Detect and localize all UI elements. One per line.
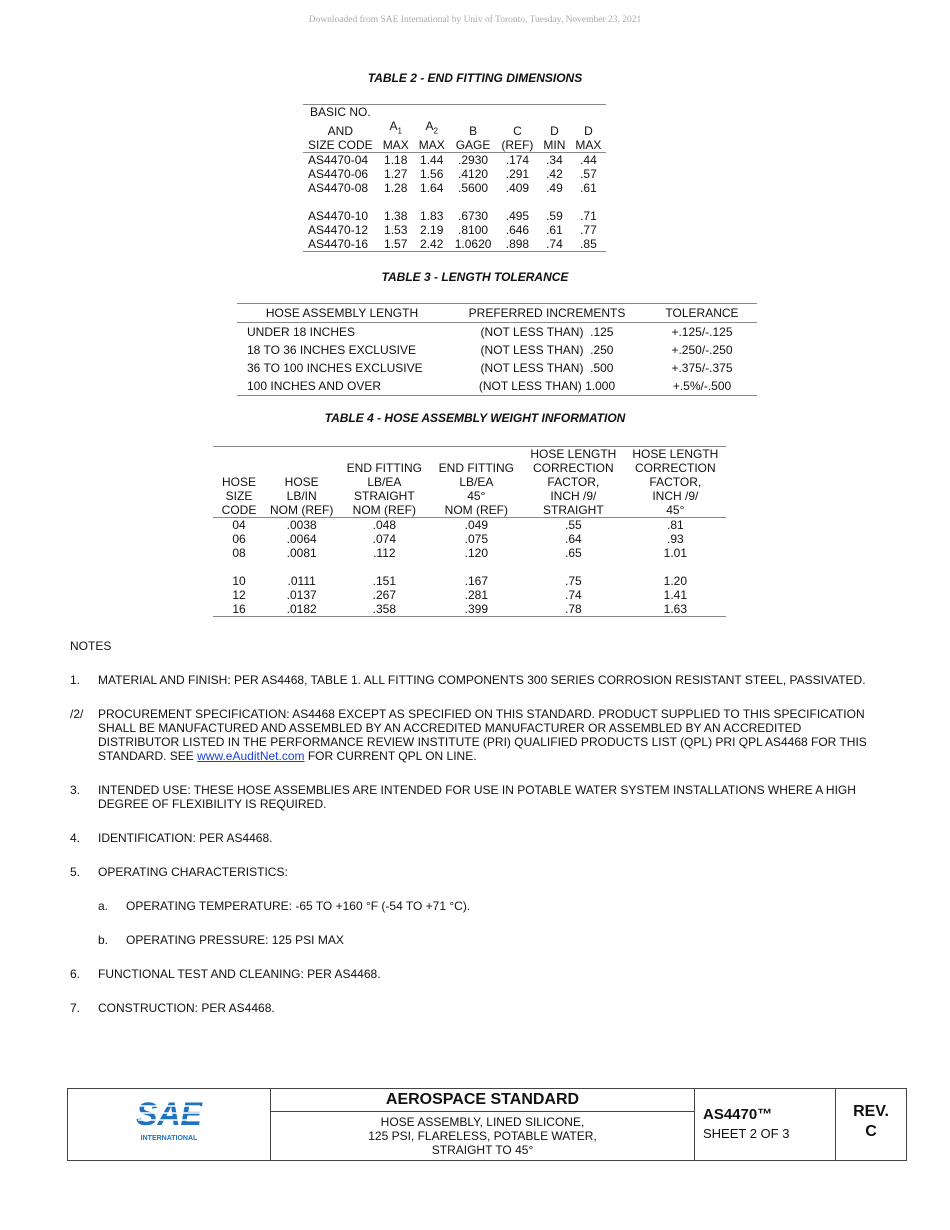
table-cell: .81 bbox=[666, 518, 684, 532]
table-cell: 04 bbox=[232, 518, 246, 532]
table-row bbox=[213, 546, 726, 560]
table-header-cell bbox=[213, 461, 265, 475]
table-header-cell: CORRECTION bbox=[634, 461, 716, 475]
table-cell: .048 bbox=[372, 518, 396, 532]
table-row bbox=[303, 237, 606, 252]
table-cell: .2930 bbox=[458, 153, 489, 168]
table-cell: .74 bbox=[538, 237, 570, 252]
table-header-cell: MAX bbox=[414, 138, 450, 153]
table-cell: .075 bbox=[464, 532, 488, 546]
table-header-cell: FACTOR, bbox=[649, 475, 702, 489]
table-header-cell: HOSE LENGTH bbox=[624, 447, 726, 462]
table-cell: 1.0620 bbox=[450, 237, 497, 252]
table-cell: .0111 bbox=[287, 574, 316, 588]
note-text: FUNCTIONAL TEST AND CLEANING: PER AS4468. bbox=[98, 967, 381, 981]
description-line: HOSE ASSEMBLY, LINED SILICONE, bbox=[380, 1115, 585, 1129]
note-1 bbox=[70, 673, 870, 687]
table-header-row bbox=[303, 105, 606, 120]
table-header-cell: $A_2$ bbox=[425, 119, 438, 136]
table-header-cell: CORRECTION bbox=[532, 461, 614, 475]
table-cell: .8100 bbox=[458, 223, 489, 238]
table-header-row bbox=[213, 503, 726, 518]
note-text: OPERATING TEMPERATURE: -65 TO +160 °F (-54 TO +71 °C). bbox=[126, 899, 471, 913]
table-cell: 36 TO 100 INCHES EXCLUSIVE bbox=[247, 361, 423, 375]
note-text: INTENDED USE: THESE HOSE ASSEMBLIES ARE INTENDED FOR USE IN POTABLE WATER SYSTEM INSTALLATIONS WHERE A HIGH DEGREE OF FLEXIBILITY IS REQUIRED. bbox=[98, 783, 856, 811]
table-header-cell bbox=[414, 105, 450, 120]
table-row bbox=[213, 574, 726, 588]
sae-logo-cell bbox=[68, 1089, 271, 1160]
table-header-cell: END FITTING bbox=[346, 461, 422, 475]
table-cell: .495 bbox=[505, 209, 530, 224]
table-cell: .77 bbox=[580, 223, 597, 238]
table-row bbox=[237, 377, 757, 396]
table-cell: +.125/-.125 bbox=[671, 325, 733, 339]
table-cell: .5600 bbox=[458, 181, 489, 196]
table-header-cell: STRAIGHT bbox=[522, 503, 624, 518]
table-spacer-row bbox=[213, 560, 726, 574]
standard-description bbox=[271, 1112, 694, 1157]
table-cell: .49 bbox=[546, 181, 563, 196]
note-number: 5. bbox=[70, 865, 81, 879]
table-cell: .75 bbox=[564, 574, 582, 588]
table-cell: .34 bbox=[546, 153, 563, 168]
table-cell: .112 bbox=[373, 546, 396, 560]
table-header-cell bbox=[538, 105, 570, 120]
table-cell: 2.19 bbox=[420, 223, 444, 238]
table-header-row bbox=[213, 447, 726, 462]
table-cell: .174 bbox=[505, 153, 530, 168]
notes-heading: NOTES bbox=[70, 639, 112, 653]
table-header-cell bbox=[430, 447, 522, 462]
table-header-cell: LB/IN bbox=[286, 489, 317, 503]
note-number: b. bbox=[98, 933, 109, 947]
table-cell: 1.53 bbox=[384, 223, 408, 238]
table-header-cell: C bbox=[513, 124, 522, 139]
table-header-row bbox=[213, 461, 726, 475]
table-header-cell: MAX bbox=[570, 138, 606, 153]
table-cell: 100 INCHES AND OVER bbox=[237, 377, 447, 396]
sheet-number: SHEET 2 OF 3 bbox=[703, 1126, 790, 1141]
table-spacer-row bbox=[303, 195, 606, 209]
note-5a bbox=[98, 899, 870, 913]
table-row bbox=[237, 341, 757, 359]
table-header-cell: SIZE bbox=[225, 489, 253, 503]
table-cell: AS4470-08 bbox=[308, 181, 369, 196]
table-header-row bbox=[237, 304, 757, 323]
table-cell: AS4470-16 bbox=[303, 237, 378, 252]
table-cell: .74 bbox=[564, 588, 582, 602]
table4-caption: TABLE 4 - HOSE ASSEMBLY WEIGHT INFORMATION bbox=[324, 411, 626, 425]
revision-value: C bbox=[865, 1123, 877, 1140]
table-cell: .4120 bbox=[458, 167, 489, 182]
table-header-cell: FACTOR, bbox=[547, 475, 600, 489]
table-header-cell: INCH /9/ bbox=[652, 489, 699, 503]
table-cell: +.250/-.250 bbox=[671, 343, 733, 357]
table-header-cell bbox=[213, 447, 265, 462]
table-header-cell: GAGE bbox=[450, 138, 497, 153]
table-cell: 12 bbox=[232, 588, 246, 602]
table-cell: UNDER 18 INCHES bbox=[247, 325, 356, 339]
table-header-cell bbox=[496, 105, 538, 120]
length-tolerance-table bbox=[237, 303, 757, 396]
table-header-cell: (REF) bbox=[496, 138, 538, 153]
table-cell: (NOT LESS THAN) .250 bbox=[480, 343, 614, 357]
table-header-cell: HOSE LENGTH bbox=[522, 447, 624, 462]
table-cell: .64 bbox=[564, 532, 582, 546]
table-row bbox=[213, 602, 726, 617]
table-cell: .42 bbox=[546, 167, 563, 182]
table-header-cell: NOM (REF) bbox=[430, 503, 522, 518]
table-cell: (NOT LESS THAN) .125 bbox=[480, 325, 614, 339]
note-number: 3. bbox=[70, 783, 81, 797]
table-cell: .646 bbox=[505, 223, 530, 238]
table-header-cell: STRAIGHT bbox=[353, 489, 415, 503]
table-cell: .85 bbox=[570, 237, 606, 252]
table-cell: 1.28 bbox=[384, 181, 408, 196]
table-cell: 1.44 bbox=[420, 153, 444, 168]
table-cell: .0064 bbox=[286, 532, 317, 546]
table-header-cell: MIN bbox=[538, 138, 570, 153]
sae-logo-subtext: INTERNATIONAL bbox=[140, 1135, 198, 1142]
note-number: a. bbox=[98, 899, 109, 913]
table-row bbox=[213, 532, 726, 546]
table-cell: .120 bbox=[464, 546, 488, 560]
table-row bbox=[303, 153, 606, 168]
table-cell: .65 bbox=[564, 546, 582, 560]
note-text: MATERIAL AND FINISH: PER AS4468, TABLE 1. ALL FITTING COMPONENTS 300 SERIES CORROSION RESISTANT STEEL, PASSIVATED. bbox=[98, 673, 866, 687]
table-cell: .049 bbox=[464, 518, 488, 532]
table-header-cell: HOSE ASSEMBLY LENGTH bbox=[237, 304, 447, 323]
table-header-cell: NOM (REF) bbox=[265, 503, 338, 518]
note-4 bbox=[70, 831, 870, 845]
eauditnet-link[interactable]: www.eAuditNet.com bbox=[197, 749, 305, 763]
note-number: 6. bbox=[70, 967, 81, 981]
table-header-cell: MAX bbox=[378, 138, 414, 153]
table-cell: .6730 bbox=[458, 209, 489, 224]
table-header-cell: LB/EA bbox=[459, 475, 494, 489]
sae-logo-text: SAE bbox=[136, 1096, 202, 1132]
table-row bbox=[303, 209, 606, 223]
table-header-cell: 45° bbox=[467, 489, 486, 503]
table-cell: (NOT LESS THAN) 1.000 bbox=[447, 377, 647, 396]
notes-section bbox=[70, 639, 870, 1035]
table-cell: .167 bbox=[464, 574, 488, 588]
table-cell: .93 bbox=[666, 532, 684, 546]
table-row bbox=[303, 223, 606, 237]
table-cell: 1.27 bbox=[384, 167, 408, 182]
table-header-cell: LB/EA bbox=[367, 475, 402, 489]
table-header-cell: BASIC NO. bbox=[303, 105, 378, 120]
table-cell: AS4470-10 bbox=[308, 209, 369, 224]
table-cell: .44 bbox=[580, 153, 597, 168]
revision-cell bbox=[836, 1089, 906, 1160]
table-cell: 08 bbox=[232, 546, 246, 560]
table-header-cell: D bbox=[550, 124, 559, 139]
download-watermark: Downloaded from SAE International by Univ of Toronto, Tuesday, November 23, 2021 bbox=[308, 15, 642, 25]
table-header-cell bbox=[265, 447, 338, 462]
table-cell: 1.18 bbox=[384, 153, 408, 168]
note-text: CONSTRUCTION: PER AS4468. bbox=[98, 1001, 275, 1015]
note-6 bbox=[70, 967, 870, 981]
note-5 bbox=[70, 865, 870, 879]
table-cell: 1.83 bbox=[420, 209, 444, 224]
table-header-cell: INCH /9/ bbox=[550, 489, 597, 503]
table-header-row bbox=[213, 489, 726, 503]
table-cell: .399 bbox=[430, 602, 522, 617]
note-text bbox=[98, 707, 870, 763]
note-text: IDENTIFICATION: PER AS4468. bbox=[98, 831, 273, 845]
table-cell: 06 bbox=[232, 532, 246, 546]
table-header-cell: 45° bbox=[624, 503, 726, 518]
table-header-cell: CODE bbox=[213, 503, 265, 518]
note-number: /2/ bbox=[70, 707, 84, 721]
table-row bbox=[213, 518, 726, 533]
revision-label: REV. bbox=[853, 1103, 889, 1120]
note-text-part: PROCUREMENT SPECIFICATION: AS4468 EXCEPT AS SPECIFIED ON THIS STANDARD. PRODUCT SUPPLIED TO THIS SPECIFICATION SHALL BE MANUFACTURED AND ASSEMBLED BY AN ACCREDITED MANUFACTURER OR ASSEMBLED BY AN ACCREDITED DISTRIBUTOR LISTED IN THE PERFORMANCE REVIEW INSTITUTE (PRI) QUALIFIED PRODUCTS LIST (QPL) PRI QPL AS4468 FOR THIS STANDARD. SEE bbox=[98, 707, 867, 763]
note-number: 7. bbox=[70, 1001, 81, 1015]
table-cell: 1.56 bbox=[420, 167, 444, 182]
table-header-cell: D bbox=[584, 124, 593, 139]
table-header-row bbox=[303, 119, 606, 138]
sae-logo bbox=[68, 1089, 270, 1160]
table-header-cell: SIZE CODE bbox=[303, 138, 378, 153]
table-cell: 1.01 bbox=[663, 546, 687, 560]
table-cell: .71 bbox=[580, 209, 597, 224]
note-number: 4. bbox=[70, 831, 81, 845]
table-cell: .0182 bbox=[265, 602, 338, 617]
table-header-cell bbox=[450, 105, 497, 120]
table-cell: +.375/-.375 bbox=[671, 361, 733, 375]
note-number: 1. bbox=[70, 673, 81, 687]
table-header-cell: HOSE bbox=[221, 475, 256, 489]
table-header-cell: $A_1$ bbox=[389, 119, 402, 136]
table-cell: .281 bbox=[464, 588, 488, 602]
table-cell: 1.38 bbox=[384, 209, 408, 224]
table-header-cell: END FITTING bbox=[438, 461, 514, 475]
table-cell: .151 bbox=[372, 574, 396, 588]
table-cell: .267 bbox=[372, 588, 396, 602]
table-header-cell: HOSE bbox=[284, 475, 319, 489]
table-cell: .0137 bbox=[286, 588, 317, 602]
standard-heading: AEROSPACE STANDARD bbox=[271, 1089, 694, 1112]
table-cell: AS4470-04 bbox=[308, 153, 369, 168]
table-cell: .78 bbox=[522, 602, 624, 617]
table-header-cell bbox=[265, 461, 338, 475]
description-line: STRAIGHT TO 45° bbox=[431, 1143, 534, 1157]
table-cell: 2.42 bbox=[414, 237, 450, 252]
table-cell: AS4470-12 bbox=[308, 223, 369, 238]
table-cell: .409 bbox=[505, 181, 530, 196]
table-header-cell bbox=[338, 447, 430, 462]
table-cell: .55 bbox=[564, 518, 582, 532]
note-text: OPERATING CHARACTERISTICS: bbox=[98, 865, 288, 879]
table-cell: .898 bbox=[496, 237, 538, 252]
table-header-cell: PREFERRED INCREMENTS bbox=[447, 304, 647, 323]
table-row bbox=[237, 323, 757, 342]
table-header-row bbox=[303, 138, 606, 153]
table-cell: (NOT LESS THAN) .500 bbox=[480, 361, 614, 375]
note-7 bbox=[70, 1001, 870, 1015]
table-cell: .57 bbox=[580, 167, 597, 182]
table2-caption: TABLE 2 - END FITTING DIMENSIONS bbox=[367, 71, 583, 85]
table-header-cell: NOM (REF) bbox=[338, 503, 430, 518]
title-description-cell bbox=[271, 1089, 695, 1160]
table-cell: 1.57 bbox=[378, 237, 414, 252]
document-number-cell bbox=[695, 1089, 836, 1160]
table-cell: .61 bbox=[580, 181, 597, 196]
table3-caption: TABLE 3 - LENGTH TOLERANCE bbox=[381, 270, 569, 284]
table-cell: AS4470-06 bbox=[308, 167, 369, 182]
note-2 bbox=[70, 707, 870, 763]
table-cell: .291 bbox=[505, 167, 530, 182]
note-3 bbox=[70, 783, 870, 811]
title-block bbox=[67, 1088, 907, 1161]
table-cell: 1.41 bbox=[663, 588, 687, 602]
hose-assembly-weight-table bbox=[213, 446, 726, 617]
note-text-part: FOR CURRENT QPL ON LINE. bbox=[304, 749, 477, 763]
table-cell: .61 bbox=[546, 223, 563, 238]
note-5b bbox=[98, 933, 870, 947]
table-header-cell: AND bbox=[327, 124, 354, 139]
table-cell: +.5%/-.500 bbox=[647, 377, 757, 396]
table-cell: .0038 bbox=[286, 518, 317, 532]
table-cell: 1.63 bbox=[624, 602, 726, 617]
table-header-cell: B bbox=[469, 124, 478, 139]
note-text: OPERATING PRESSURE: 125 PSI MAX bbox=[126, 933, 344, 947]
table-cell: .59 bbox=[546, 209, 563, 224]
table-cell: 10 bbox=[232, 574, 246, 588]
table-row bbox=[213, 588, 726, 602]
table-row bbox=[303, 167, 606, 181]
document-number: AS4470™ bbox=[703, 1106, 773, 1123]
table-cell: .358 bbox=[338, 602, 430, 617]
table-cell: 18 TO 36 INCHES EXCLUSIVE bbox=[247, 343, 416, 357]
table-cell: 1.20 bbox=[663, 574, 687, 588]
table-cell: .074 bbox=[372, 532, 396, 546]
table-header-cell bbox=[378, 105, 414, 120]
description-line: 125 PSI, FLARELESS, POTABLE WATER, bbox=[368, 1129, 597, 1143]
table-header-cell: TOLERANCE bbox=[647, 304, 757, 323]
table-cell: 16 bbox=[213, 602, 265, 617]
table-header-row bbox=[213, 475, 726, 489]
end-fitting-dimensions-table bbox=[303, 104, 606, 252]
table-row bbox=[237, 359, 757, 377]
table-header-cell bbox=[570, 105, 606, 120]
table-row bbox=[303, 181, 606, 195]
table-cell: .0081 bbox=[286, 546, 317, 560]
table-cell: 1.64 bbox=[420, 181, 444, 196]
